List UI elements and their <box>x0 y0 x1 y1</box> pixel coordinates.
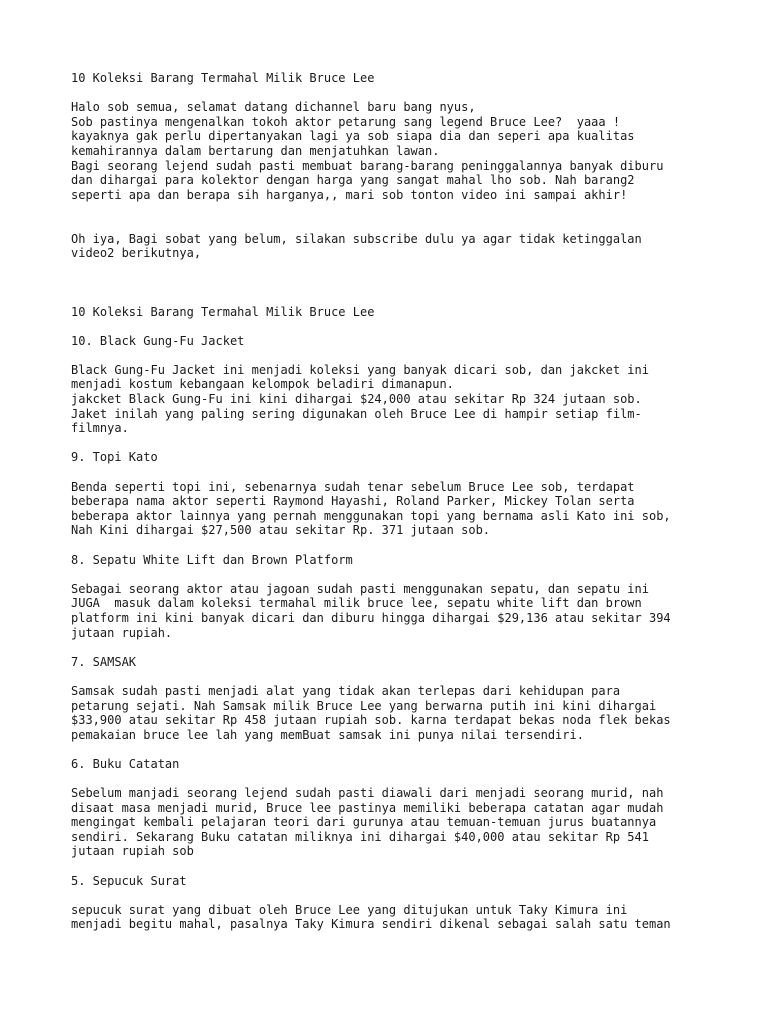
section-body-line: menjadi kostum kebangaan kelompok beladiri dimanapun. <box>71 377 454 392</box>
subscribe-line: Oh iya, Bagi sobat yang belum, silakan subscribe dulu ya agar tidak ketinggalan <box>71 231 642 246</box>
section-body-line: Sebelum manjadi seorang lejend sudah pasti diawali dari menjadi seorang murid, nah <box>71 786 664 801</box>
spacer <box>71 772 731 787</box>
section-body-line: Jaket inilah yang paling sering digunakan oleh Bruce Lee di hampir setiap film- <box>71 406 642 421</box>
section-item-6 <box>71 757 731 859</box>
section-body-line: menjadi begitu mahal, pasalnya Taky Kimura sendiri dikenal sebagai salah satu teman <box>71 917 671 932</box>
section-heading: 6. Buku Catatan <box>71 756 180 771</box>
intro-line: Halo sob semua, selamat datang dichannel baru bang nyus, <box>71 100 476 115</box>
spacer <box>71 888 731 903</box>
section-body-line: beberapa aktor lainnya yang pernah menggunakan topi yang bernama asli Kato ini sob, <box>71 508 671 523</box>
spacer <box>71 567 731 582</box>
section-body-line: jutaan rupiah. <box>71 625 173 640</box>
section-body-line: mengingat kembali pelajaran teori dari gurunya atau temuan-temuan jurus buatannya <box>71 815 657 830</box>
section-body-line: filmnya. <box>71 421 129 436</box>
section-body-line: sendiri. Sekarang Buku catatan miliknya ini dihargai $40,000 atau sekitar Rp 541 <box>71 829 649 844</box>
section-body-line: platform ini kini banyak dicari dan diburu hingga dihargai $29,136 atau sekitar 394 <box>71 610 671 625</box>
intro-line: kemahirannya dalam bertarung dan menjatuhkan lawan. <box>71 143 440 158</box>
spacer <box>71 640 731 655</box>
section-body-line: Samsak sudah pasti menjadi alat yang tidak akan terlepas dari kehidupan para <box>71 683 621 698</box>
section-body-line: jutaan rupiah sob <box>71 844 194 859</box>
spacer <box>71 436 731 451</box>
spacer <box>71 261 731 305</box>
section-body-line: pemakaian bruce lee lah yang memBuat samsak ini punya nilai tersendiri. <box>71 727 584 742</box>
document-title-repeat: 10 Koleksi Barang Termahal Milik Bruce Lee <box>71 304 375 319</box>
spacer <box>71 348 731 363</box>
intro-line: seperti apa dan berapa sih harganya,, mari sob tonton video ini sampai akhir! <box>71 187 628 202</box>
spacer <box>71 538 731 553</box>
section-body-line: Benda seperti topi ini, sebenarnya sudah tenar sebelum Bruce Lee sob, terdapat <box>71 479 635 494</box>
section-item-9 <box>71 450 731 538</box>
section-item-8 <box>71 553 731 641</box>
intro-line: Bagi seorang lejend sudah pasti membuat barang-barang peninggalannya banyak diburu <box>71 158 664 173</box>
section-body-line: $33,900 atau sekitar Rp 458 jutaan rupiah sob. karna terdapat bekas noda flek bekas <box>71 713 671 728</box>
section-heading: 8. Sepatu White Lift dan Brown Platform <box>71 552 353 567</box>
section-body-line: jakcket Black Gung-Fu ini kini dihargai $24,000 atau sekitar Rp 324 jutaan sob. <box>71 392 642 407</box>
subscribe-line: video2 berikutnya, <box>71 246 202 261</box>
intro-line: Sob pastinya mengenalkan tokoh aktor petarung sang legend Bruce Lee? yaaa ! <box>71 114 621 129</box>
section-heading: 5. Sepucuk Surat <box>71 873 187 888</box>
intro-line: dan dihargai para kolektor dengan harga yang sangat mahal lho sob. Nah barang2 <box>71 173 635 188</box>
section-body-line: disaat masa menjadi murid, Bruce lee pastinya memiliki beberapa catatan agar mudah <box>71 800 664 815</box>
section-body-line: sepucuk surat yang dibuat oleh Bruce Lee yang ditujukan untuk Taky Kimura ini <box>71 902 628 917</box>
intro-line: kayaknya gak perlu dipertanyakan lagi ya sob siapa dia dan seperi apa kualitas <box>71 129 635 144</box>
section-body-line: beberapa nama aktor seperti Raymond Hayashi, Roland Parker, Mickey Tolan serta <box>71 494 635 509</box>
document-page <box>71 71 731 932</box>
spacer <box>71 742 731 757</box>
section-body-line: petarung sejati. Nah Samsak milik Bruce Lee yang berwarna putih ini kini dihargai <box>71 698 657 713</box>
section-body-line: Nah Kini dihargai $27,500 atau sekitar Rp. 371 jutaan sob. <box>71 523 491 538</box>
section-heading: 9. Topi Kato <box>71 450 158 465</box>
section-item-5 <box>71 874 731 932</box>
section-body-line: Black Gung-Fu Jacket ini menjadi koleksi yang banyak dicari sob, dan jakcket ini <box>71 362 649 377</box>
section-body-line: JUGA masuk dalam koleksi termahal milik bruce lee, sepatu white lift dan brown <box>71 596 642 611</box>
spacer <box>71 859 731 874</box>
section-item-10 <box>71 334 731 436</box>
document-title: 10 Koleksi Barang Termahal Milik Bruce Lee <box>71 71 375 85</box>
spacer <box>71 669 731 684</box>
intro-paragraph <box>71 100 731 202</box>
spacer <box>71 86 731 101</box>
subscribe-paragraph <box>71 232 731 261</box>
spacer <box>71 465 731 480</box>
section-item-7 <box>71 655 731 743</box>
spacer <box>71 319 731 334</box>
spacer <box>71 202 731 231</box>
section-heading: 7. SAMSAK <box>71 654 137 669</box>
section-body-line: Sebagai seorang aktor atau jagoan sudah pasti menggunakan sepatu, dan sepatu ini <box>71 581 649 596</box>
section-heading: 10. Black Gung-Fu Jacket <box>71 333 245 348</box>
